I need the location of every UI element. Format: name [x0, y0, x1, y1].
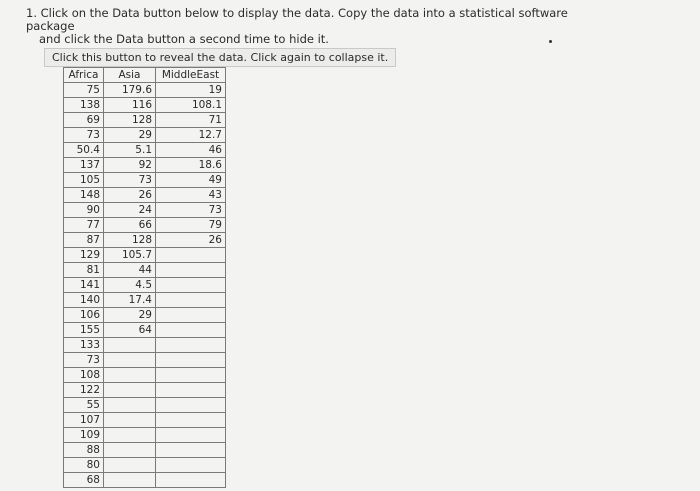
table-cell: 69 — [64, 113, 104, 128]
table-row — [64, 128, 226, 143]
table-cell: 81 — [64, 263, 104, 278]
table-cell: 141 — [64, 278, 104, 293]
table-cell: 19 — [156, 83, 226, 98]
table-cell — [104, 473, 156, 488]
table-cell: 92 — [104, 158, 156, 173]
table-cell: 66 — [104, 218, 156, 233]
table-row — [64, 173, 226, 188]
table-row — [64, 203, 226, 218]
table-row — [64, 293, 226, 308]
table-cell: 148 — [64, 188, 104, 203]
instruction-line-1: Click on the Data button below to display the data. Copy the data into a statistical software package — [26, 6, 568, 33]
table-row — [64, 368, 226, 383]
table-body — [64, 83, 226, 488]
table-cell: 106 — [64, 308, 104, 323]
question-number: 1. — [26, 6, 37, 20]
table-cell — [156, 323, 226, 338]
table-cell — [156, 308, 226, 323]
table-cell: 107 — [64, 413, 104, 428]
table-cell: 128 — [104, 233, 156, 248]
table-cell — [104, 458, 156, 473]
table-cell: 26 — [104, 188, 156, 203]
table-cell — [156, 368, 226, 383]
table-cell — [156, 413, 226, 428]
table-cell: 50.4 — [64, 143, 104, 158]
table-cell: 73 — [104, 173, 156, 188]
table-cell — [104, 413, 156, 428]
table-row — [64, 218, 226, 233]
instruction-line-2: and click the Data button a second time to hide it. — [39, 32, 329, 46]
table-cell: 128 — [104, 113, 156, 128]
table-cell: 73 — [156, 203, 226, 218]
table-header-row — [64, 68, 226, 83]
table-cell: 137 — [64, 158, 104, 173]
table-cell: 109 — [64, 428, 104, 443]
reveal-data-button[interactable]: Click this button to reveal the data. Click again to collapse it. — [44, 48, 396, 67]
table-cell — [104, 383, 156, 398]
data-table — [63, 67, 226, 488]
table-cell: 77 — [64, 218, 104, 233]
table-cell — [104, 428, 156, 443]
table-row — [64, 83, 226, 98]
table-cell: 122 — [64, 383, 104, 398]
table-cell: 108.1 — [156, 98, 226, 113]
table-cell: 79 — [156, 218, 226, 233]
table-cell: 179.6 — [104, 83, 156, 98]
header-asia: Asia — [104, 68, 156, 83]
table-cell: 4.5 — [104, 278, 156, 293]
table-row — [64, 413, 226, 428]
table-cell: 17.4 — [104, 293, 156, 308]
table-row — [64, 158, 226, 173]
table-cell — [156, 428, 226, 443]
table-row — [64, 98, 226, 113]
table-cell: 44 — [104, 263, 156, 278]
table-cell — [156, 248, 226, 263]
table-cell — [156, 263, 226, 278]
table-cell: 75 — [64, 83, 104, 98]
cursor-dot — [549, 40, 552, 43]
table-cell: 105 — [64, 173, 104, 188]
header-africa: Africa — [64, 68, 104, 83]
table-cell: 49 — [156, 173, 226, 188]
table-row — [64, 338, 226, 353]
header-middleeast: MiddleEast — [156, 68, 226, 83]
table-cell: 155 — [64, 323, 104, 338]
table-cell — [156, 443, 226, 458]
table-cell: 55 — [64, 398, 104, 413]
table-row — [64, 263, 226, 278]
table-cell: 88 — [64, 443, 104, 458]
table-cell: 80 — [64, 458, 104, 473]
table-cell — [156, 278, 226, 293]
table-row — [64, 233, 226, 248]
table-row — [64, 458, 226, 473]
table-row — [64, 113, 226, 128]
table-cell: 73 — [64, 353, 104, 368]
table-cell — [156, 473, 226, 488]
table-cell — [156, 293, 226, 308]
table-cell — [156, 383, 226, 398]
table-cell: 5.1 — [104, 143, 156, 158]
instruction-text — [26, 7, 586, 46]
table-row — [64, 398, 226, 413]
table-cell: 108 — [64, 368, 104, 383]
table-cell: 18.6 — [156, 158, 226, 173]
table-cell: 29 — [104, 128, 156, 143]
table-cell: 29 — [104, 308, 156, 323]
table-row — [64, 308, 226, 323]
table-row — [64, 443, 226, 458]
table-cell — [104, 338, 156, 353]
table-cell: 140 — [64, 293, 104, 308]
table-cell: 87 — [64, 233, 104, 248]
table-cell — [104, 353, 156, 368]
table-cell: 73 — [64, 128, 104, 143]
table-cell: 46 — [156, 143, 226, 158]
table-cell — [104, 368, 156, 383]
table-cell — [104, 443, 156, 458]
table-row — [64, 143, 226, 158]
table-cell: 24 — [104, 203, 156, 218]
table-cell: 129 — [64, 248, 104, 263]
table-cell — [104, 398, 156, 413]
table-row — [64, 473, 226, 488]
table-cell: 105.7 — [104, 248, 156, 263]
table-row — [64, 278, 226, 293]
table-row — [64, 188, 226, 203]
table-cell — [156, 398, 226, 413]
table-row — [64, 248, 226, 263]
table-cell: 43 — [156, 188, 226, 203]
table-cell: 64 — [104, 323, 156, 338]
table-cell: 71 — [156, 113, 226, 128]
table-cell: 26 — [156, 233, 226, 248]
table-cell — [156, 353, 226, 368]
table-row — [64, 353, 226, 368]
table-cell: 90 — [64, 203, 104, 218]
table-cell: 68 — [64, 473, 104, 488]
table-row — [64, 428, 226, 443]
table-cell — [156, 458, 226, 473]
table-cell — [156, 338, 226, 353]
table-cell: 12.7 — [156, 128, 226, 143]
table-cell: 116 — [104, 98, 156, 113]
table-row — [64, 383, 226, 398]
table-row — [64, 323, 226, 338]
table-cell: 138 — [64, 98, 104, 113]
table-cell: 133 — [64, 338, 104, 353]
